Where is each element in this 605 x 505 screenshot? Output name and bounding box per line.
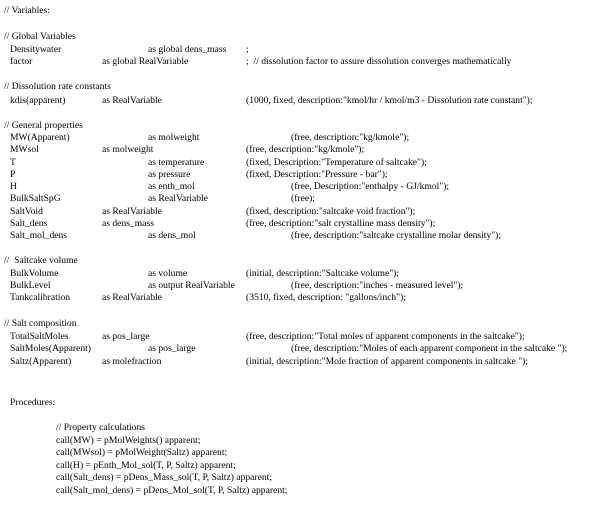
var-type: as RealVariable xyxy=(148,193,208,204)
var-name: P xyxy=(10,169,16,180)
var-type: as dens_mol xyxy=(148,230,196,241)
var-name: Tankcalibration xyxy=(10,292,71,303)
procedure-line: call(Salt_dens) = pDens_Mass_sol(T, P, Saltz) apparent; xyxy=(56,472,272,483)
var-name: kdis(apparent) xyxy=(10,95,66,106)
var-name: T xyxy=(10,157,16,168)
var-spec: (free, description:"Moles of each apparent component in the saltcake "); xyxy=(291,343,568,354)
var-spec: (free, description:"kg/kmole"); xyxy=(291,132,410,143)
var-spec: (3510, fixed, description: "gallons/inch"); xyxy=(246,292,406,303)
var-type: as volume xyxy=(148,268,188,279)
global-comment: // Global Variables xyxy=(4,31,76,42)
var-spec: ; // dissolution factor to assure dissolution converges mathematically xyxy=(246,56,512,67)
procedure-line: call(MWsol) = pMolWeight(Saltz) apparent; xyxy=(56,447,228,458)
var-spec: (free, Description:"enthalpy - GJ/kmol"); xyxy=(291,181,450,192)
var-spec: (fixed, Description:"Pressure - bar"); xyxy=(246,169,388,180)
var-spec: (free, description:"inches - measured level"); xyxy=(291,280,464,291)
var-spec: ; xyxy=(246,44,249,55)
var-type: as pressure xyxy=(148,169,191,180)
var-spec: (free, description:"saltcake crystalline molar density"); xyxy=(291,230,502,241)
volume-comment: // Saltcake volume xyxy=(4,255,78,266)
composition-comment: // Salt composition xyxy=(4,318,77,329)
var-name: SaltMoles(Apparent) xyxy=(10,343,91,354)
var-name: TotalSaltMoles xyxy=(10,331,69,342)
var-name: Salt_dens xyxy=(10,218,48,229)
procedure-line: call(MW) = pMolWeights() apparent; xyxy=(56,435,201,446)
var-name: Densitywater xyxy=(10,44,62,55)
var-type: as global dens_mass xyxy=(148,44,227,55)
var-name: MW(Apparent) xyxy=(10,132,70,143)
var-spec: (free, description:"Total moles of apparent components in the saltcake"); xyxy=(246,331,525,342)
var-type: as molweight xyxy=(102,144,154,155)
var-type: as RealVariable xyxy=(102,292,162,303)
var-type: as pos_large xyxy=(148,343,196,354)
var-type: as global RealVariable xyxy=(102,56,189,67)
var-name: Salt_mol_dens xyxy=(10,230,68,241)
var-type: as output RealVariable xyxy=(148,280,235,291)
general-comment: // General properties xyxy=(4,120,83,131)
var-spec: (fixed, Description:"Temperature of saltcake"); xyxy=(246,157,427,168)
var-name: BulkVolume xyxy=(10,268,59,279)
var-type: as pos_large xyxy=(102,331,150,342)
variables-heading: // Variables: xyxy=(4,5,50,16)
var-type: as temperature xyxy=(148,157,205,168)
var-type: as molweight xyxy=(148,132,200,143)
var-spec: (initial, description:"Mole fraction of apparent components in saltcake "); xyxy=(246,356,528,367)
var-type: as dens_mass xyxy=(102,218,154,229)
var-name: H xyxy=(10,181,17,192)
var-name: BulkSaltSpG xyxy=(10,193,61,204)
var-name: Saltz(Apparent) xyxy=(10,356,72,367)
var-type: as enth_mol xyxy=(148,181,195,192)
procedure-line: call(Salt_mol_dens) = pDens_Mol_sol(T, P, Saltz) apparent; xyxy=(56,485,288,496)
var-spec: (free, description:"salt crystalline mass density"); xyxy=(246,218,436,229)
var-type: as RealVariable xyxy=(102,95,162,106)
procedure-line: call(H) = pEnth_Mol_sol(T, P, Saltz) apparent; xyxy=(56,460,236,471)
var-spec: (initial, description:"Saltcake volume"); xyxy=(246,268,400,279)
var-type: as molefraction xyxy=(102,356,162,367)
var-type: as RealVariable xyxy=(102,206,162,217)
var-name: factor xyxy=(10,56,33,67)
rate-comment: // Dissolution rate constants xyxy=(4,81,111,92)
var-name: BulkLevel xyxy=(10,280,51,291)
var-spec: (fixed, description:"saltcake void fraction"); xyxy=(246,206,416,217)
var-spec: (free, description:"kg/kmole"); xyxy=(246,144,365,155)
var-spec: (1000, fixed, description:"kmol/hr / kmol/m3 - Dissolution rate constant"); xyxy=(246,95,533,106)
procedures-comment: // Property calculations xyxy=(56,422,145,433)
procedures-heading: Procedures: xyxy=(10,397,56,408)
var-name: SaltVoid xyxy=(10,206,43,217)
var-spec: (free); xyxy=(291,193,315,204)
var-name: MWsol xyxy=(10,144,39,155)
